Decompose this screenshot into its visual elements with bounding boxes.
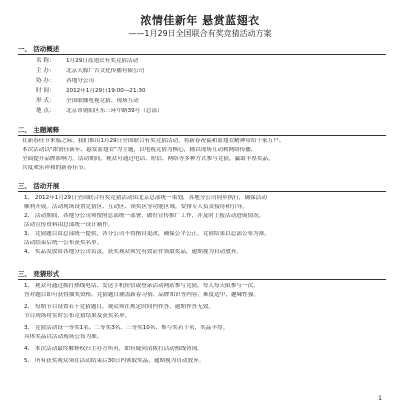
section-heading-theme: 二、 主题阐释 bbox=[18, 126, 60, 134]
list-item-line: 1、 观众可通过拨打热线电话、发送手机短信或登录活动网站参与竞猜，每人每天限参与一次， bbox=[24, 283, 259, 289]
list-item-line: 5、 所有获奖观众须在活动结束后30日内领取奖品，逾期视为自动放弃。 bbox=[24, 358, 205, 364]
paragraph-line: 全面提升品牌影响力。活动期间，观众可通过电话、短信、网络等多种方式参与竞猜，赢取丰厚奖品， bbox=[22, 156, 274, 162]
list-item-line: 活动结束后统一公布获奖名单。 bbox=[24, 240, 103, 246]
info-label: 名 称： bbox=[36, 58, 55, 64]
list-item-line: 4、 奖品发放由各地分公司负责，获奖观众须凭有效证件领取奖品，逾期视为自动放弃。 bbox=[24, 249, 242, 255]
list-item-line: 活动宣传资料由总部统一设计制作。 bbox=[24, 222, 114, 228]
info-value: 北京市朝阳区东三环中路39号（总部） bbox=[66, 108, 163, 114]
document-subtitle: ——1月29日全国联合有奖竞猜活动方案 bbox=[128, 29, 272, 38]
paragraph-line: 本次活动以"浓情佳新年、悬赏蓝翅衣"为主题，以电视竞猜为核心，辅以现场互动和网络传播， bbox=[22, 147, 257, 153]
section-heading-activities: 三、 活动开展 bbox=[18, 182, 60, 190]
list-item-line: 节目现场将实时公布竞猜结果及获奖名单。 bbox=[24, 313, 131, 319]
section-divider bbox=[18, 279, 386, 280]
list-item-line: 1、 2012年1月29日全国联合有奖竞猜活动由北京总部统一策划，各地分公司同步执行，确保活动 bbox=[24, 195, 267, 201]
list-item-line: 3、 竞猜题目由总部统一提供，各分公司不得擅自更改，确保公平公正，竞猜结果以总部公布为准。 bbox=[24, 231, 270, 237]
page-number: 1 bbox=[378, 395, 382, 402]
list-item-line: 答对题目即可获得抽奖资格。竞猜题目涵盖新春习俗、品牌知识等内容，难度适中，趣味性强。 bbox=[24, 292, 259, 298]
section-heading-format: 三、 竞猜形式 bbox=[18, 270, 60, 278]
list-item-line: 2、 每期节目设置若干竞猜题目，观众须在规定时间内作答，逾期作答无效。 bbox=[24, 304, 214, 310]
info-value: 2012年1月29日19:00—21:30 bbox=[66, 88, 146, 94]
document-title: 浓情佳新年 悬赏蓝翅衣 bbox=[140, 14, 260, 27]
info-label: 协 办： bbox=[36, 78, 55, 84]
list-item-line: 具体奖品以活动现场公布为准。 bbox=[24, 334, 103, 340]
paragraph-line: 在新春佳节来临之际，我们推出1月29日全国联合有奖竞猜活动，将新春祝福和蓝翅衣精神带给千家万户。 bbox=[22, 138, 285, 144]
section-heading-overview: 一、 活动概述 bbox=[18, 45, 60, 53]
list-item-line: 4、 本次活动最终解释权归主办方所有，如有疑问请拨打活动热线咨询。 bbox=[24, 346, 203, 352]
info-value: 1月29日蓝翅衣有奖竞猜活动 bbox=[66, 58, 139, 64]
info-label: 地 点： bbox=[36, 108, 55, 114]
info-value: 各地分公司 bbox=[66, 78, 94, 84]
info-label: 主 办： bbox=[36, 68, 55, 74]
section-divider bbox=[18, 54, 386, 55]
info-value: 全国联播电视竞猜、现场互动 bbox=[66, 98, 139, 104]
section-divider bbox=[18, 135, 386, 136]
list-item-line: 3、 竞猜活动设一等奖1名、二等奖3名、三等奖10名、参与奖若干名，奖品丰厚。 bbox=[24, 325, 229, 331]
list-item-line: 顺利开展。活动现场设置竞猜区、互动区、领奖区等功能区域，安排专人负责接待和引导。 bbox=[24, 204, 248, 210]
info-label: 形 式： bbox=[36, 98, 55, 104]
list-item-line: 2、 活动期间，各地分公司须按照总部统一部署，做好宣传推广工作，并及时上报活动进展情况。 bbox=[24, 213, 265, 219]
section-divider bbox=[18, 191, 386, 192]
info-label: 时 间： bbox=[36, 88, 55, 94]
info-value: 北京天源广告文化传播有限公司 bbox=[66, 68, 145, 74]
paragraph-line: 共度欢乐祥和的新春佳节。 bbox=[22, 165, 90, 171]
